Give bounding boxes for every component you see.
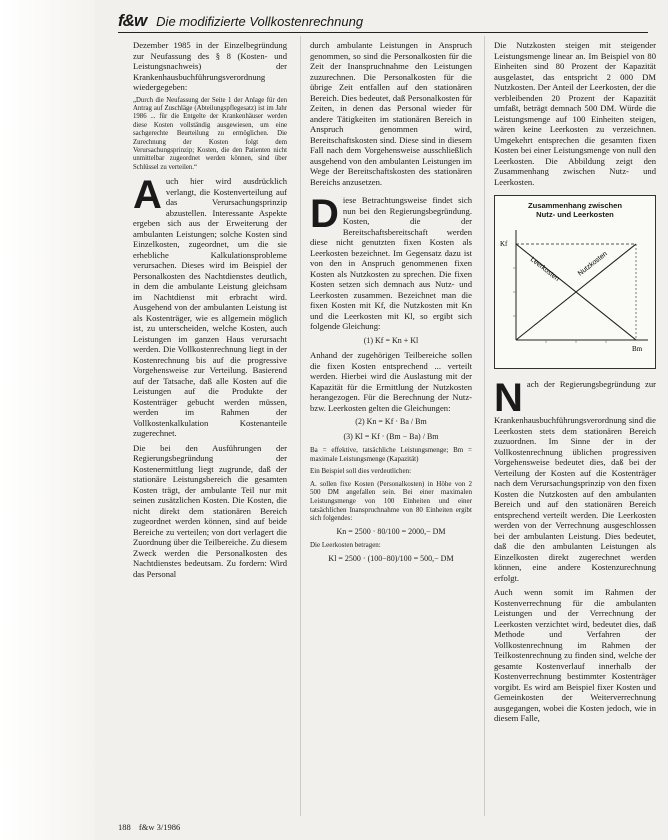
journal-issue: f&w 3/1986	[138, 822, 181, 832]
quote-note: „Durch die Neufassung der Seite 1 der Anlage für den Antrag auf Zuschläge (Abteilungspflegesatz) ist im Jahr 1986 ... für die Entgelte der Krankenhäuser werden diese Kosten vollständig ausgewiesen, um eine sachgerechte Beurteilung zu ermöglichen. Die Zurechnung der Kosten folgt dem Verursachungsprinzip; Kosten, die den Patienten nicht unmittelbar zugeordnet werden können, sind über Schlüssel zu verteilen.“	[133, 96, 287, 171]
equation-3: (3) Kl = Kf · (Bm − Ba) / Bm	[343, 431, 439, 441]
cost-diagram	[496, 222, 656, 362]
paragraph: Dezember 1985 in der Einzelbegründung zur Neufassung des § 8 (Kosten- und Leistungsnachweis) der Krankenhausbuchführungsverordnung wiedergegeben:	[133, 40, 287, 92]
example-text: A. sollen fixe Kosten (Personalkosten) in Höhe von 2 500 DM angefallen sein. Bei einer maximalen Leistungsmenge von 100 Einheiten und einer tatsächlichen Inanspruchnahme von 80 Einheiten ergibt sich folgendes:	[310, 479, 472, 523]
figure-title-line: Zusammenhang zwischen	[527, 201, 623, 210]
paragraph	[494, 376, 656, 583]
calculation-title: Die Leerkosten betragen:	[310, 541, 381, 550]
leerkosten-label: Leerkosten	[528, 256, 561, 283]
figure-title	[495, 196, 655, 219]
paragraph: Auch wenn somit im Rahmen der Kostenverrechnung für die ambulanten Leistungen und der Verrechnung der Leerkosten verzichtet wird, bedeutet dies, daß Methode und Verfahren der Vollkostenrechnung im Rahmen der Teilkostenrechnung zu finden sind, welche der gesamte Kostenverlauf innerhalb der Kostenverrechnung bestimmter Kostenträger vorgibt. Es wird am Beispiel fixer Kosten und Gemeinkosten der Weiterverrechnung ausgegangen, wobei die Kosten jedoch, wie in diesem Falle,	[494, 587, 656, 723]
x-axis-label: Bm	[632, 345, 643, 353]
column-divider	[300, 36, 301, 816]
column-3	[494, 40, 656, 728]
paragraph-text: uch hier wird ausdrücklich verlangt, die Kostenverteilung auf das Verursachungsprinzip abzustellen. Interessante Aspekte ergeben sich aus der Erweiterung der ambulanten Leistungen; solche Kosten sind Einzelkosten, zugeordnet, um die sie erhebliche Kalkulationsprobleme verursachen. Dieses wird im Beispiel der Personalkosten des Nachtdienstes deutlich, in dem die ambulante Leistung gleichsam im Nachtdienst mit erbracht wird. Ausgehend von der ambulanten Leistung ist als Kostenträger, wie es allgemein möglich ist, zu unterscheiden, welche Kosten, auch Leistungen im ganzen Haus verursacht werden. Die Vollkostenrechnung liegt in der Kostenrechnung bis auf die progressive Vorgehensweise zur Verteilung. Basierend auf der Tatsache, daß alle Kosten auf die Leistungen auf die Produkte der Kostenträger gebucht werden müssen, werden im Rahmen der Vollkostenkalkulation Kostenanteile zugerechnet.	[133, 176, 287, 439]
paragraph	[310, 192, 472, 332]
paragraph: durch ambulante Leistungen in Anspruch genommen, so sind die Personalkosten für die Zeit der Inanspruchnahme den Leistungen zuzurechnen. Die Personalkosten für die übrige Zeit entfallen auf den stationären Bereich. Dies bedeutet, daß Personalkosten für Zeiten, in denen das Personal wieder für andere Tätigkeiten im stationären Bereich in Anspruch genommen wird, Bereitschaftskosten sind. Diese sind in diesem Fall nach dem Vorgehensweise ausschließlich ausgehend von den ambulanten Leistungen im Wege der Bereitschaftskosten des stationären Bereichs anzusetzen.	[310, 40, 472, 187]
drop-cap: D	[310, 192, 339, 236]
y-axis-label: Kf	[500, 240, 508, 248]
equation-1: (1) Kf = Kn + Kl	[363, 335, 419, 345]
paragraph: Anhand der zugehörigen Teilbereiche sollen die fixen Kosten entsprechend ... verteilt werden. Hierbei wird die Auslastung mit der Kapazität für die Ermittlung der Nutzkosten herangezogen. Für die Berechnung der Nutz- bzw. Leerkosten gelten die Gleichungen:	[310, 350, 472, 413]
calculation-2: Kl = 2500 · (100−80)/100 = 500,− DM	[328, 553, 454, 563]
nutzkosten-label: Nutzkosten	[576, 250, 609, 278]
scan-margin	[0, 0, 95, 840]
paragraph: Die Nutzkosten steigen mit steigender Leistungsmenge linear an. Im Beispiel von 80 Einheiten sind 80 Prozent der Kapazität ausgelastet, das entspricht 2 000 DM Nutzkosten. Der Anteil der Leerkosten, der die verbleibenden 20 Prozent der Kapazität umfaßt, beträgt demnach 500 DM. Würde die Leistungsmenge auf 100 Einheiten steigen, wären keine Leerkosten zu verzeichnen. Umgekehrt entsprechen die gesamten fixen Kosten bei einer Leistungsmenge von null den Leerkosten. Die Abbildung zeigt den Zusammenhang zwischen Nutz- und Leerkosten.	[494, 40, 656, 187]
paragraph: Die bei den Ausführungen der Regierungsbegründung der Kostenermittlung liegt zugrunde, daß der stationäre Leistungsbereich die gesamten Kosten trägt, der ambulante Teil nur mit seinen zusätzlichen Kosten. Die Kosten, die nicht direkt dem stationären Bereich zugeordnet werden können, sind auf beide Bereiche zu verteilen; von dort verlagert die Zuordnung über die Teilbereiche. Zu diesem Zweck werden die Personalkosten des Nachtdienstes bedeutsam. Zu fordern: Wird das Personal	[133, 442, 287, 579]
drop-cap: N	[494, 376, 523, 420]
equation-2: (2) Kn = Kf · Ba / Bm	[355, 417, 427, 426]
column-1	[133, 40, 287, 583]
article-title: Die modifizierte Vollkostenrechnung	[156, 13, 364, 29]
paragraph-text: iese Betrachtungsweise findet sich nun bei den Regierungsbegründung. Kosten, die der Bereitschaftsbereitschaft werden diese nicht genutzten fixen Kosten als Leerkosten bezeichnet. Im Gegensatz dazu ist von den in Anspruch genommenen fixen Kosten als Nutzkosten zu sprechen. Die fixen Kosten setzen sich demnach aus Nutz- und Leerkosten zusammen. Bezeichnet man die fixen Kosten mit Kf, die Nutzkosten mit Kn und die Leerkosten mit Kl, so ergibt sich folgende Gleichung:	[310, 195, 472, 331]
column-divider	[484, 36, 485, 816]
example-title: Ein Beispiel soll dies verdeutlichen:	[310, 467, 412, 476]
page-footer	[118, 822, 186, 832]
paragraph	[133, 173, 287, 439]
drop-cap: A	[133, 173, 162, 218]
journal-logo: f&w	[118, 11, 147, 30]
running-header	[118, 10, 648, 33]
equation-legend: Ba = effektive, tatsächliche Leistungsmenge; Bm = maximale Leistungsmenge (Kapazität)	[310, 446, 472, 463]
figure-box	[494, 195, 656, 369]
calculation-1: Kn = 2500 · 80/100 = 2000,− DM	[336, 526, 446, 536]
paragraph-text: ach der Regierungsbegründung zur Krankenhausbuchführungsverordnung sind die Leerkosten stets dem stationären Bereich zuzuordnen. Im Sinne der in der Vollkostenrechnung üblichen progressiven Vorgehensweise bedeutet dies, daß bei der Verteilung der Kosten auf die Kostenträger nach dem Verursachungsprinzip von den fixen Kosten die Nutzkosten auf den ambulanten Bereich und auf den stationären Bereich entsprechend verteilt werden. Die Leerkosten werden von der Verrechnung ausgeschlossen bei der ambulanten Leistung. Dies bedeutet, daß die den ambulanten Leistungen als Einzelkosten direkt zugerechnet werden können, eine andere Kostenzurechnung erfolgt.	[494, 379, 656, 583]
figure-title-line: Nutz- und Leerkosten	[536, 210, 614, 219]
column-2	[310, 40, 472, 568]
page-number: 188	[118, 822, 131, 832]
